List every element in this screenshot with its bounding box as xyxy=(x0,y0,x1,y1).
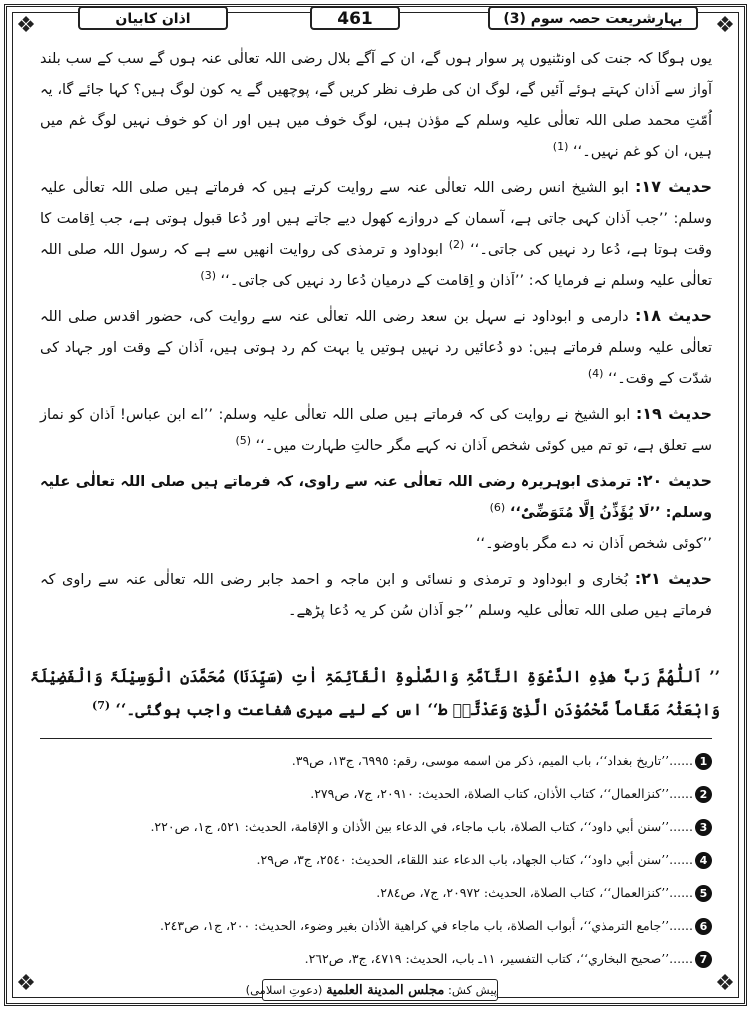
footnotes xyxy=(40,744,712,975)
footnote-number: 3 xyxy=(695,819,712,836)
footnote-ref: (1) xyxy=(552,140,569,154)
hadith-heading: حدیث ۱۸: xyxy=(635,306,713,325)
footnote-item xyxy=(40,777,712,810)
footnote-text: ’’سنن أبي داود‘‘، کتاب الصلاة، باب ماجاء، في الدعاء بین الأذان و الإقامة، الحدیث: ٥٢١، ج١، ص٢٢٠. xyxy=(150,819,670,834)
hadith-text: دارمی و ابوداود نے سہل بن سعد رضی اللہ تعالٰی عنہ سے روایت کی، حضور اقدس صلی اللہ تعالٰی علیہ وسلم فرماتے ہیں: دو دُعائیں رد نہیں ہوتیں یا بہت کم رد ہوتی ہیں، اَذان کے وقت اور جہاد کی شدّت کے وقت۔‘‘ xyxy=(40,309,712,387)
corner-ornament-icon: ❖ xyxy=(715,13,735,38)
publisher-name: مجلس المدینة العلمیة xyxy=(326,983,445,998)
footnote-leader: ...... xyxy=(669,951,693,966)
hadith-18 xyxy=(40,300,712,395)
dua-text xyxy=(30,660,720,726)
corner-ornament-icon: ❖ xyxy=(715,971,735,996)
footnote-text: ’’جامع الترمذي‘‘، أبواب الصلاة، باب ماجاء في کراهیة الأذان بغیر وضوء، الحدیث: ٢٠٠، ج١، ص٢٤٣. xyxy=(159,918,670,933)
main-text xyxy=(40,44,712,627)
publisher-label: پیش کش: xyxy=(448,983,497,997)
page-header xyxy=(28,6,725,32)
footnote-item xyxy=(40,909,712,942)
footnote-text: ’’کنزالعمال‘‘، کتاب الأذان، کتاب الصلاة، الحدیث: ٢٠٩١٠، ج٧، ص٢٧٩. xyxy=(310,786,670,801)
footnote-item xyxy=(40,876,712,909)
page-footer xyxy=(0,979,753,1005)
footnote-text: ’’سنن أبي داود‘‘، کتاب الجهاد، باب الدعاء عند اللقاء، الحدیث: ٢٥٤٠، ج٣، ص٢٩. xyxy=(256,852,670,867)
footnote-item xyxy=(40,942,712,975)
hadith-20 xyxy=(40,465,712,560)
footnote-number: 6 xyxy=(695,918,712,935)
intro-paragraph xyxy=(40,44,712,168)
hadith-heading: حدیث ۱۹: xyxy=(635,404,713,423)
dua-arabic: ’’ اَللّٰھُمَّ رَبَّ ھٰذِہِ الدَّعْوَۃِ التَّآمَّۃِ وَالصَّلٰوۃِ الْقَآئِمَۃِ اٰتِ (سَیِّدَنَا) مُحَمَّدَنِ الْوَسِیْلَۃَ وَالْفَضِیْلَۃَ وَابْعَثْہُ مَقَاماً مَّحْمُوْدَنِ الَّذِیْ وَعَدْتَّہٗ ط‘‘ xyxy=(30,667,720,719)
footnote-number: 2 xyxy=(695,786,712,803)
footnote-ref: (6) xyxy=(489,501,506,515)
page-number: 461 xyxy=(310,6,400,30)
hadith-text: ابو الشیخ نے روایت کی کہ فرماتے ہیں صلی اللہ تعالٰی علیہ وسلم: ’’اے ابن عباس! اَذان کو نماز سے تعلق ہے، تو تم میں کوئی شخص اَذان نہ کہے مگر حالتِ طہارت میں۔‘‘ xyxy=(40,407,712,454)
footnote-text: ’’کنزالعمال‘‘، کتاب الصلاة، الحدیث: ٢٠٩٧٢، ج٧، ص٢٨٤. xyxy=(376,885,670,900)
footnote-leader: ...... xyxy=(669,852,693,867)
hadith-text: ابو الشیخ انس رضی اللہ تعالٰی عنہ سے روایت کرتے ہیں کہ فرماتے ہیں صلی اللہ تعالٰی علیہ وسلم: ’’جب اَذان کہی جاتی ہے، آسمان کے دروازے کھول دیے جاتے ہیں اور دُعا قبول ہوتی ہے، جب اِقامت کا وقت ہوتا ہے، دُعا رد نہیں کی جاتی۔‘‘ xyxy=(40,180,712,258)
hadith-text: ابوداود و ترمذی کی روایت انھیں سے ہے کہ رسول اللہ صلی اللہ تعالٰی علیہ وسلم نے فرمایا کہ: ’’اَذان و اِقامت کے درمیان دُعا رد نہیں کی جاتی۔‘‘ xyxy=(40,242,712,289)
footnote-leader: ...... xyxy=(669,786,693,801)
footnote-item xyxy=(40,810,712,843)
dua-urdu: اس کے لیے میری شفاعت واجب ہوگئی۔‘‘ xyxy=(115,700,423,719)
footnote-ref: (7) xyxy=(92,698,111,712)
footnote-divider xyxy=(40,738,712,739)
hadith-text: بُخاری و ابوداود و ترمذی و نسائی و ابن ماجہ و احمد جابر رضی اللہ تعالٰی عنہ سے راوی کہ فرماتے ہیں صلی اللہ تعالٰی علیہ وسلم ’’جو اَذان سُن کر یہ دُعا پڑھے۔ xyxy=(40,572,712,619)
footnote-ref: (4) xyxy=(587,367,604,381)
hadith-19 xyxy=(40,398,712,462)
footnote-ref: (5) xyxy=(235,434,252,448)
book-title: بہارِشریعت حصہ سوم (3) xyxy=(488,6,698,30)
footnote-leader: ...... xyxy=(669,918,693,933)
footnote-ref: (3) xyxy=(200,269,217,283)
publisher-box xyxy=(245,979,498,1001)
footnote-text: ’’تاریخ بغداد‘‘، باب المیم، ذکر من اسمه موسی، رقم: ٦٩٩٥، ج١٣، ص٣٩. xyxy=(291,753,670,768)
hadith-21 xyxy=(40,563,712,627)
footnote-leader: ...... xyxy=(669,753,693,768)
hadith-translation: ’’کوئی شخص اَذان نہ دے مگر باوضو۔‘‘ xyxy=(475,536,712,552)
footnote-number: 7 xyxy=(695,951,712,968)
hadith-heading: حدیث ۲۰: xyxy=(636,471,713,490)
publisher-sub: (دعوتِ اسلامی) xyxy=(245,983,323,997)
footnote-ref: (2) xyxy=(448,238,465,252)
hadith-heading: حدیث ۱۷: xyxy=(635,177,713,196)
corner-ornament-icon: ❖ xyxy=(16,971,36,996)
footnote-leader: ...... xyxy=(669,819,693,834)
hadith-text: ترمذی ابوہریرہ رضی اللہ تعالٰی عنہ سے راوی، کہ فرماتے ہیں صلی اللہ تعالٰی علیہ وسلم: ’’لَا یُؤَذِّنُ اِلَّا مُتَوَضِّیٌٔ‘‘ xyxy=(40,474,712,521)
intro-text: یوں ہوگا کہ جنت کی اونٹنیوں پر سوار ہوں گے، ان کے آگے بلال رضی اللہ تعالٰی عنہ ہوں گے سب کے سب بلند آواز سے اَذان کہتے ہوئے آئیں گے، لوگ ان کی طرف نظر کریں گے، پوچھیں گے یہ کون لوگ ہیں؟ کہا جائے گا، یہ اُمّتِ محمد صلی اللہ تعالٰی علیہ وسلم کے مؤذن ہیں، لوگ خوف میں ہیں اور ان کو خوف نہیں لوگ غم میں ہیں، ان کو غم نہیں۔‘‘ xyxy=(40,51,712,160)
footnote-leader: ...... xyxy=(669,885,693,900)
footnote-number: 5 xyxy=(695,885,712,902)
footnote-number: 1 xyxy=(695,753,712,770)
footnote-item xyxy=(40,744,712,777)
footnote-item xyxy=(40,843,712,876)
hadith-heading: حدیث ۲۱: xyxy=(634,569,713,588)
corner-ornament-icon: ❖ xyxy=(16,13,36,38)
chapter-title: اذان کابیان xyxy=(78,6,228,30)
hadith-17 xyxy=(40,171,712,297)
footnote-text: ’’صحیح البخاري‘‘، کتاب التفسیر، ١١ـ باب، الحدیث: ٤٧١٩، ج٣، ص٢٦٢. xyxy=(304,951,670,966)
footnote-number: 4 xyxy=(695,852,712,869)
